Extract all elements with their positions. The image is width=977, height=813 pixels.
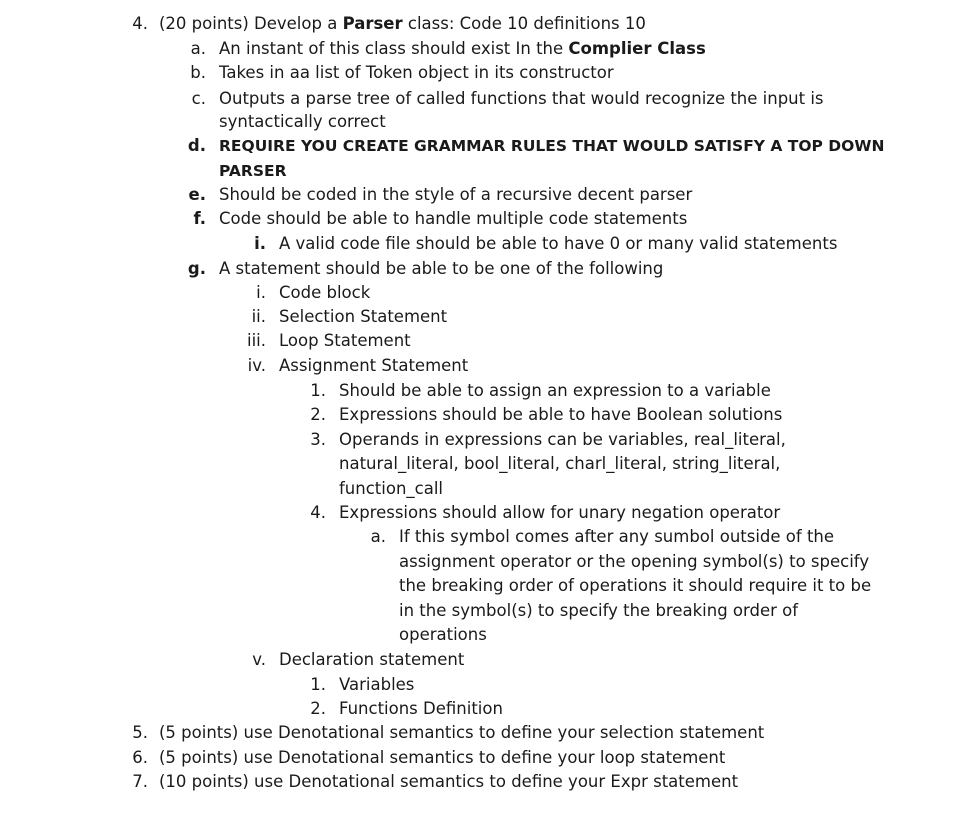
list-marker: 4. <box>310 503 326 522</box>
list-marker: a. <box>370 527 386 546</box>
list-marker: f. <box>193 209 206 228</box>
list-item-text: Should be coded in the style of a recursive decent parser <box>219 185 693 204</box>
list-item-text: Loop Statement <box>279 331 411 350</box>
list-item-text: Should be able to assign an expression to a variable <box>339 381 771 400</box>
list-marker: v. <box>252 650 266 669</box>
list-item-text: assignment operator or the opening symbol(s) to specify <box>399 552 870 571</box>
list-marker: 2. <box>310 405 326 424</box>
list-item-text: Outputs a parse tree of called functions that would recognize the input is <box>219 89 824 108</box>
list-marker: 7. <box>132 772 148 791</box>
list-marker: 6. <box>132 748 148 767</box>
list-item-text: Code should be able to handle multiple code statements <box>219 209 688 228</box>
text-segment: class: Code 10 definitions 10 <box>402 14 646 33</box>
bold-term: Parser <box>342 14 403 33</box>
list-item-text <box>219 37 706 61</box>
list-item-text: Functions Definition <box>339 699 503 718</box>
list-marker: b. <box>190 63 206 82</box>
text-segment: (20 points) Develop a <box>159 14 343 33</box>
list-marker: g. <box>187 259 206 278</box>
list-item-text: Expressions should be able to have Boolean solutions <box>339 405 783 424</box>
list-marker: d. <box>187 136 206 155</box>
question-text: (5 points) use Denotational semantics to define your selection statement <box>159 723 765 742</box>
list-item-text: the breaking order of operations it should require it to be <box>399 576 872 595</box>
list-marker: 4. <box>132 14 148 33</box>
question-text: (10 points) use Denotational semantics to define your Expr statement <box>159 772 739 791</box>
list-item-text: Assignment Statement <box>279 356 469 375</box>
list-item-text: function_call <box>339 479 444 498</box>
list-marker: 1. <box>310 675 326 694</box>
list-marker: a. <box>190 39 206 58</box>
list-marker: c. <box>191 89 206 108</box>
list-item-text: Code block <box>279 283 371 302</box>
list-item-text: natural_literal, bool_literal, charl_literal, string_literal, <box>339 454 781 473</box>
list-marker: 1. <box>310 381 326 400</box>
question-text <box>159 12 646 36</box>
list-item-text: Operands in expressions can be variables, real_literal, <box>339 430 786 449</box>
list-marker: iii. <box>247 331 266 350</box>
list-marker: 2. <box>310 699 326 718</box>
text-segment: An instant of this class should exist In the <box>219 39 569 58</box>
list-item-text: Expressions should allow for unary negation operator <box>339 503 781 522</box>
list-marker: 3. <box>310 430 326 449</box>
list-item-text: in the symbol(s) to specify the breaking order of <box>399 601 799 620</box>
list-item-text: Variables <box>339 675 415 694</box>
list-marker: i. <box>254 234 266 253</box>
list-item-text: Selection Statement <box>279 307 448 326</box>
list-item-text: A valid code file should be able to have 0 or many valid statements <box>279 234 838 253</box>
list-item-text: A statement should be able to be one of the following <box>219 259 664 278</box>
list-item-text: Declaration statement <box>279 650 465 669</box>
list-item-text: If this symbol comes after any sumbol outside of the <box>399 527 835 546</box>
list-marker: e. <box>188 185 206 204</box>
list-marker: ii. <box>251 307 266 326</box>
bold-term: Complier Class <box>568 39 706 58</box>
list-item-text: Takes in aa list of Token object in its constructor <box>219 63 614 82</box>
list-item-text: PARSER <box>219 162 287 180</box>
list-item-text: syntactically correct <box>219 112 386 131</box>
list-item-text: operations <box>399 625 487 644</box>
question-text: (5 points) use Denotational semantics to define your loop statement <box>159 748 726 767</box>
list-marker: 5. <box>132 723 148 742</box>
list-marker: iv. <box>247 356 266 375</box>
list-item-text: REQUIRE YOU CREATE GRAMMAR RULES THAT WOULD SATISFY A TOP DOWN <box>219 137 885 155</box>
list-marker: i. <box>256 283 266 302</box>
